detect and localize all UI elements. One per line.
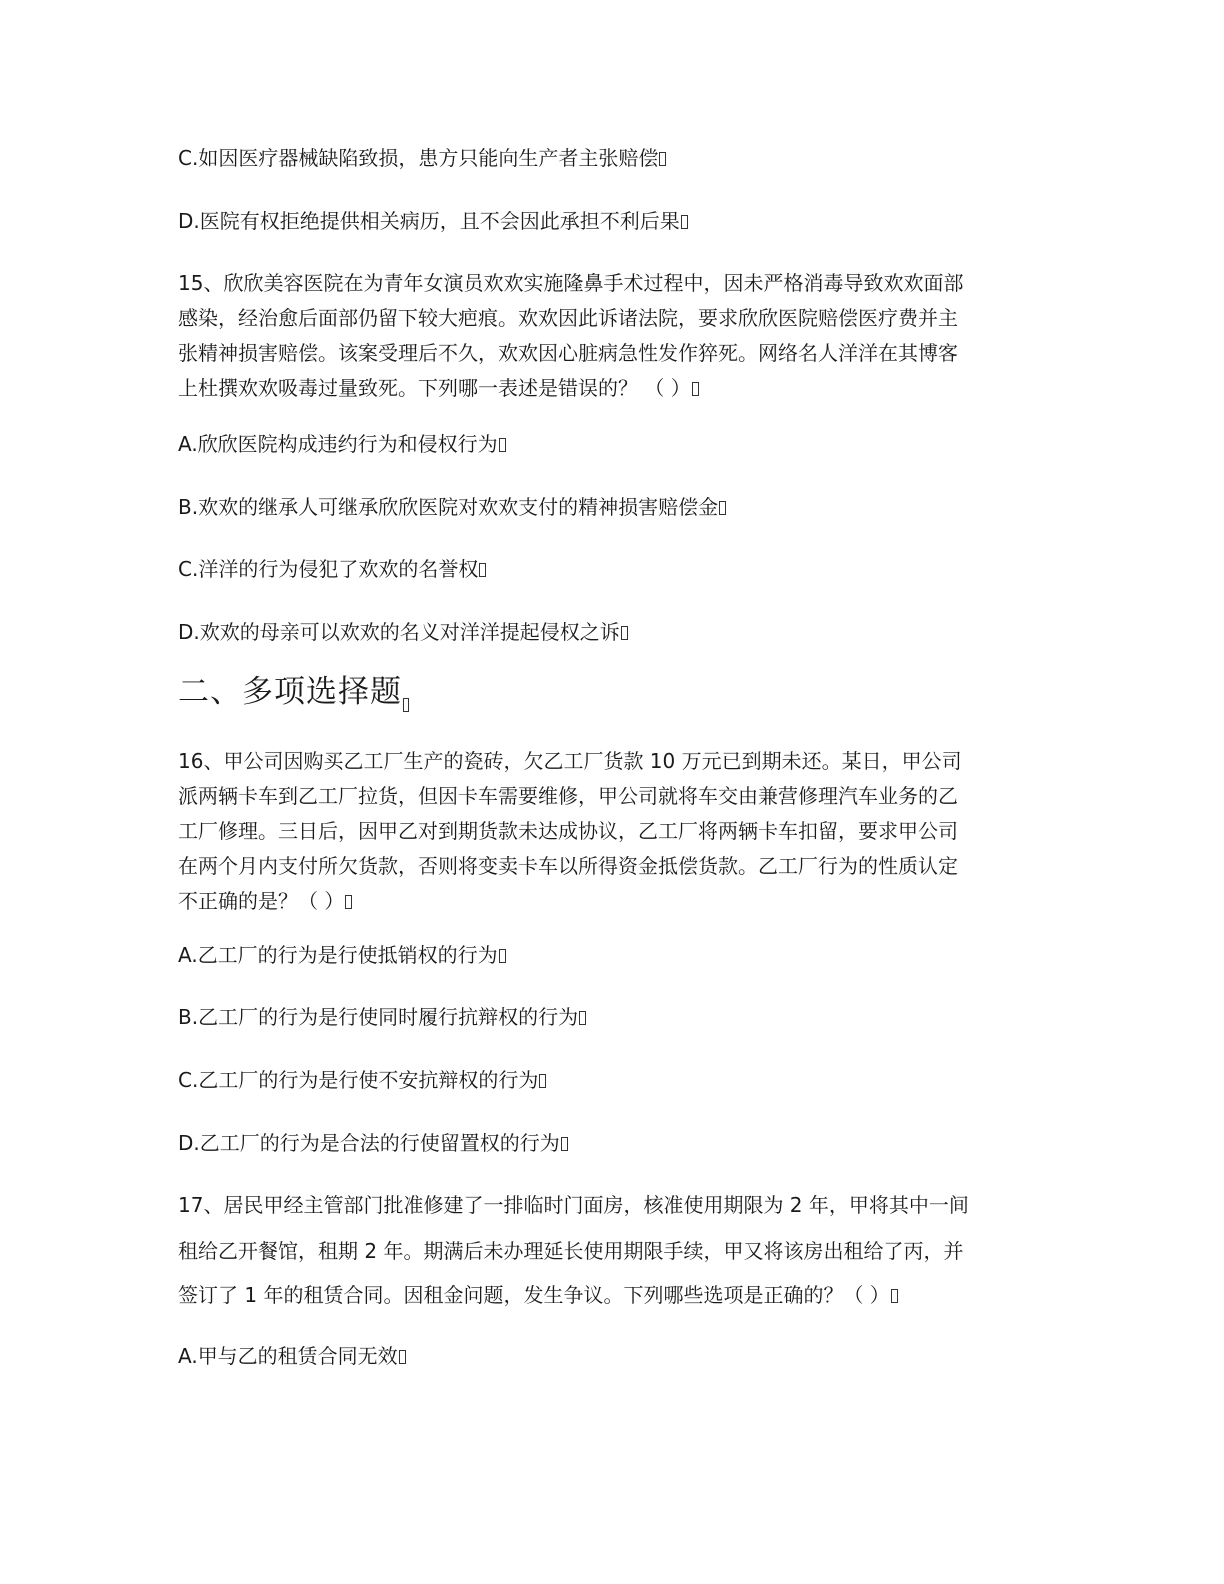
q15-option-c-text: C.洋洋的行为侵犯了欢欢的名誉权 <box>178 557 479 581</box>
paragraph-mark-icon <box>399 1350 406 1364</box>
q16-stem-line <box>178 884 1038 919</box>
paragraph-mark-icon <box>499 438 506 452</box>
paragraph-mark-icon <box>561 1137 568 1151</box>
paragraph-mark-icon <box>681 215 688 229</box>
q16-option-d <box>178 1127 1048 1159</box>
paragraph-mark-icon <box>539 1074 546 1088</box>
q16-option-a-text: A.乙工厂的行为是行使抵销权的行为 <box>178 943 498 967</box>
section-heading <box>178 672 409 712</box>
q15-stem-line: 张精神损害赔偿。该案受理后不久，欢欢因心脏病急性发作猝死。网络名人洋洋在其博客 <box>178 341 958 365</box>
paragraph-mark-icon <box>479 563 486 577</box>
q15-option-d <box>178 616 1048 648</box>
q16-option-b-text: B.乙工厂的行为是行使同时履行抗辩权的行为 <box>178 1005 579 1029</box>
q15-stem-line: 感染，经治愈后面部仍留下较大疤痕。欢欢因此诉诸法院，要求欣欣医院赔偿医疗费并主 <box>178 306 958 330</box>
q14-option-d-text: D.医院有权拒绝提供相关病历，且不会因此承担不利后果 <box>178 209 680 233</box>
q15-option-d-text: D.欢欢的母亲可以欢欢的名义对洋洋提起侵权之诉 <box>178 620 620 644</box>
paragraph-mark-icon <box>403 698 409 712</box>
q17-stem-line-text: 签订了 1 年的租赁合同。因租金问题，发生争议。下列哪些选项是正确的？（ ） <box>178 1283 890 1307</box>
q16-option-c-text: C.乙工厂的行为是行使不安抗辩权的行为 <box>178 1068 539 1092</box>
q14-option-d <box>178 205 1048 237</box>
q15-option-b <box>178 491 1048 523</box>
q17-stem-line: 17、居民甲经主管部门批准修建了一排临时门面房，核准使用期限为 2 年，甲将其中一间 <box>178 1193 969 1217</box>
q15-option-c <box>178 553 1048 585</box>
q17-option-a <box>178 1340 1048 1372</box>
q14-option-c-text: C.如因医疗器械缺陷致损，患方只能向生产者主张赔偿 <box>178 146 659 170</box>
q15-stem-line: 15、欣欣美容医院在为青年女演员欢欢实施隆鼻手术过程中，因未严格消毒导致欢欢面部 <box>178 271 964 295</box>
q15-option-a <box>178 428 1048 460</box>
q15-stem-line-text: 上杜撰欢欢吸毒过量致死。下列哪一表述是错误的？ （ ） <box>178 376 691 400</box>
q17-stem-line: 租给乙开餐馆，租期 2 年。期满后未办理延长使用期限手续，甲又将该房出租给了丙，并 <box>178 1239 964 1263</box>
q16-option-c <box>178 1064 1048 1096</box>
q15-option-b-text: B.欢欢的继承人可继承欣欣医院对欢欢支付的精神损害赔偿金 <box>178 495 719 519</box>
q16-stem-line-text: 不正确的是？（ ） <box>178 889 345 913</box>
paragraph-mark-icon <box>692 382 699 396</box>
section-heading-text: 二、多项选择题 <box>178 674 402 710</box>
q14-option-c <box>178 142 1048 174</box>
q17-stem-line <box>178 1279 1048 1311</box>
q16-stem-line: 派两辆卡车到乙工厂拉货，但因卡车需要维修，甲公司就将车交由兼营修理汽车业务的乙 <box>178 784 958 808</box>
q17-option-a-text: A.甲与乙的租赁合同无效 <box>178 1344 398 1368</box>
paragraph-mark-icon <box>659 152 666 166</box>
q16-option-a <box>178 939 1048 971</box>
q16-option-b <box>178 1001 1048 1033</box>
q15-option-a-text: A.欣欣医院构成违约行为和侵权行为 <box>178 432 498 456</box>
q16-stem-line: 16、甲公司因购买乙工厂生产的瓷砖，欠乙工厂货款 10 万元已到期未还。某日，甲公司 <box>178 749 962 773</box>
q15-stem <box>178 266 1038 406</box>
q15-stem-line <box>178 371 1038 406</box>
paragraph-mark-icon <box>345 895 352 909</box>
paragraph-mark-icon <box>891 1289 898 1303</box>
q16-option-d-text: D.乙工厂的行为是合法的行使留置权的行为 <box>178 1131 560 1155</box>
paragraph-mark-icon <box>719 501 726 515</box>
paragraph-mark-icon <box>621 626 628 640</box>
paragraph-mark-icon <box>499 949 506 963</box>
paragraph-mark-icon <box>579 1011 586 1025</box>
q16-stem-line: 在两个月内支付所欠货款，否则将变卖卡车以所得资金抵偿货款。乙工厂行为的性质认定 <box>178 854 958 878</box>
q16-stem-line: 工厂修理。三日后，因甲乙对到期货款未达成协议，乙工厂将两辆卡车扣留，要求甲公司 <box>178 819 958 843</box>
q16-stem <box>178 744 1038 919</box>
